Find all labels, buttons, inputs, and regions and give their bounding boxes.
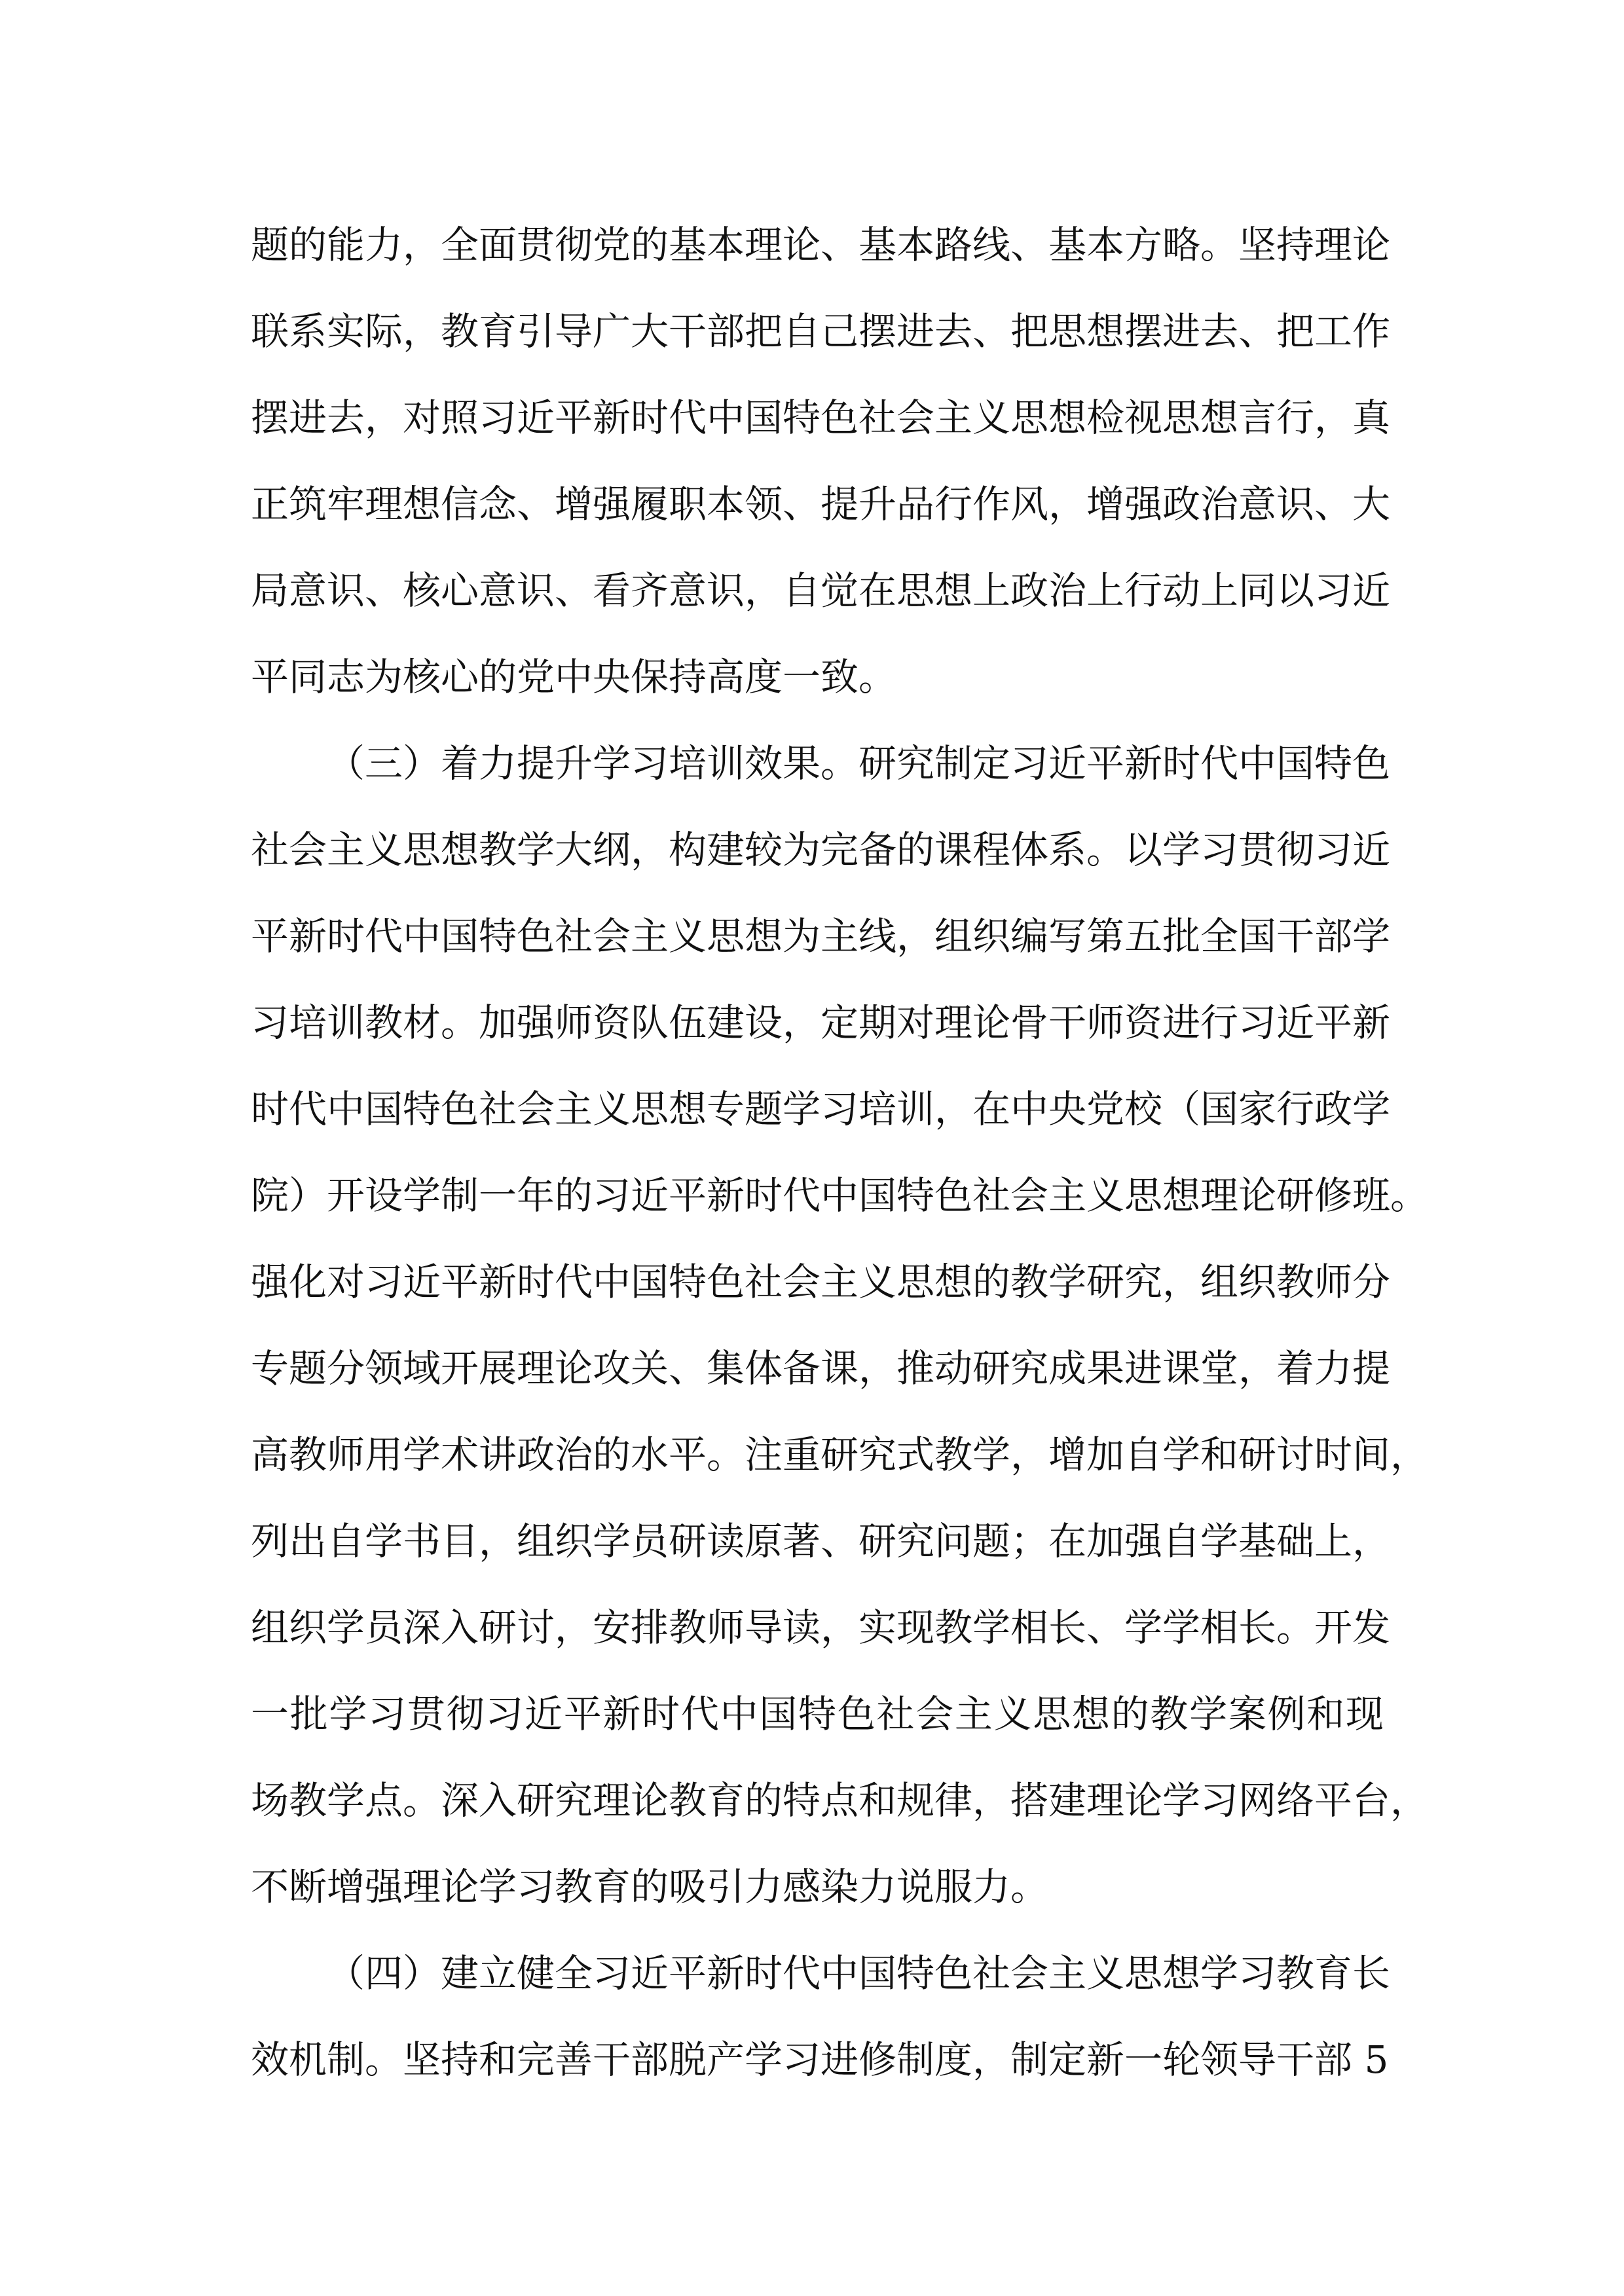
text-line: 平新时代中国特色社会主义思想为主线，组织编写第五批全国干部学 — [251, 914, 1391, 958]
text-line: 院）开设学制一年的习近平新时代中国特色社会主义思想理论研修班。 — [251, 1173, 1429, 1218]
text-line: 平同志为核心的党中央保持高度一致。 — [251, 655, 897, 699]
text-line: 不断增强理论学习教育的吸引力感染力说服力。 — [251, 1865, 1049, 1909]
text-line: 专题分领域开展理论攻关、集体备课，推动研究成果进课堂，着力提 — [251, 1346, 1391, 1391]
text-line: 场教学点。深入研究理论教育的特点和规律，搭建理论学习网络平台， — [251, 1778, 1429, 1823]
paragraph-3 — [251, 1930, 1391, 2103]
text-line: 习培训教材。加强师资队伍建设，定期对理论骨干师资进行习近平新 — [251, 1000, 1391, 1045]
paragraph-2 — [251, 720, 1429, 1930]
text-line: 高教师用学术讲政治的水平。注重研究式教学，增加自学和研讨时间， — [251, 1432, 1429, 1477]
text-line: 摆进去，对照习近平新时代中国特色社会主义思想检视思想言行，真 — [251, 395, 1391, 440]
text-line: 组织学员深入研讨，安排教师导读，实现教学相长、学学相长。开发 — [251, 1605, 1391, 1650]
text-line: 强化对习近平新时代中国特色社会主义思想的教学研究，组织教师分 — [251, 1260, 1391, 1304]
text-line: 一批学习贯彻习近平新时代中国特色社会主义思想的教学案例和现 — [251, 1692, 1384, 1736]
body-text — [251, 202, 1429, 2103]
paragraph-1 — [251, 202, 1391, 720]
text-line: 社会主义思想教学大纲，构建较为完备的课程体系。以学习贯彻习近 — [251, 828, 1391, 872]
text-line: 正筑牢理想信念、增强履职本领、提升品行作风，增强政治意识、大 — [251, 482, 1391, 526]
text-line: 联系实际，教育引导广大干部把自己摆进去、把思想摆进去、把工作 — [251, 309, 1391, 354]
text-line: 效机制。坚持和完善干部脱产学习进修制度，制定新一轮领导干部 5 — [251, 2037, 1389, 2082]
section-heading-line: （三）着力提升学习培训效果。研究制定习近平新时代中国特色 — [327, 741, 1391, 786]
text-line: 时代中国特色社会主义思想专题学习培训，在中央党校（国家行政学 — [251, 1087, 1391, 1131]
section-heading-line: （四）建立健全习近平新时代中国特色社会主义思想学习教育长 — [327, 1951, 1391, 1995]
text-line: 题的能力，全面贯彻党的基本理论、基本路线、基本方略。坚持理论 — [251, 223, 1391, 267]
text-line: 局意识、核心意识、看齐意识，自觉在思想上政治上行动上同以习近 — [251, 568, 1391, 613]
text-line: 列出自学书目，组织学员研读原著、研究问题；在加强自学基础上， — [251, 1519, 1391, 1563]
